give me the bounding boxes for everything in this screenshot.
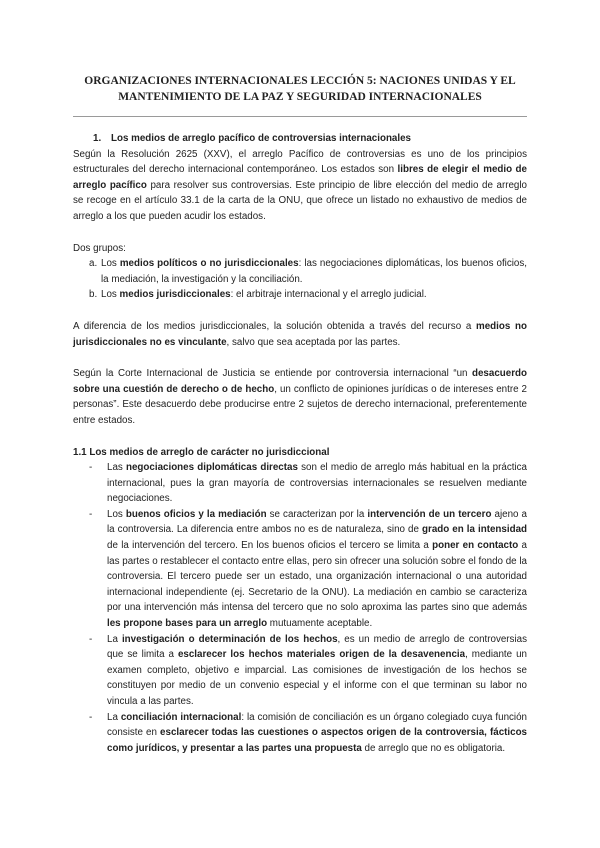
text-run: Las <box>107 462 126 474</box>
text-run: : el arbitraje internacional y el arreglo judicial. <box>230 289 427 301</box>
text-run: , es un medio de arreglo de controversias que se limita a <box>107 633 527 661</box>
text-run: Según la Corte Internacional de Justicia se entiende por controversia internacional “un <box>73 368 472 380</box>
bold-run: esclarecer los hechos materiales origen de la desavenencia <box>177 649 466 661</box>
text-run: de la intervención del tercero. En los buenos oficios el tercero se limita a <box>107 540 433 552</box>
spacer <box>73 350 527 366</box>
list-marker: a. <box>89 258 98 270</box>
group-item-a <box>73 256 527 287</box>
list-marker: b. <box>89 289 98 301</box>
section-1-number: 1. <box>93 133 102 144</box>
list-item-conciliation <box>73 710 527 757</box>
text-run: a las partes o restablecer el contacto entre ellas, pero sin ofrecer una solución sobre el fondo de la controversia. El tercero puede ser un estado, una organización internacional o una autoridad internacional independiente (ej. Secretario de la ONU). La mediación en cambio se caracteriza por una intervención más intensa del tercero que no solo aproxima las partes sino que además <box>107 540 527 614</box>
bold-run: libres de elegir el medio de arreglo pacífico <box>73 164 527 191</box>
text-run: para resolver sus controversias. Este principio de libre elección del medio de arreglo se recoge en el artículo 33.1 de la carta de la ONU, que ofrece un listado no exhaustivo de medios de arreglo a los que pueden acudir los estados. <box>73 179 527 222</box>
bold-run: investigación o determinación de los hechos <box>121 633 338 645</box>
bold-run: medios políticos o no jurisdiccionales <box>119 258 299 270</box>
text-run: Los <box>101 258 120 270</box>
bold-run: poner en contacto <box>432 540 519 552</box>
groups-list <box>73 256 527 303</box>
bold-run: conciliación internacional <box>120 711 242 723</box>
section-1-heading <box>73 131 527 147</box>
title-divider <box>73 116 527 117</box>
text-run: : las negociaciones diplomáticas, los buenos oficios, la mediación, la investigación y la conciliación. <box>101 258 528 285</box>
bold-run: esclarecer todas las cuestiones o aspectos origen de la controversia, fácticos como jurídicos, y presentar a las partes una propuesta <box>107 727 528 754</box>
text-run: , mediante un examen completo, objetivo e imparcial. Las comisiones de investigación de los hechos se constituyen por medio de un convenio especial y el informe con el que terminan su labor no vincula a las partes. <box>107 649 527 707</box>
section-1-paragraph-1 <box>73 147 527 225</box>
text-run: mutuamente aceptable. <box>267 618 373 630</box>
list-item-negotiations <box>73 460 527 507</box>
text-run: , un conflicto de opiniones jurídicas o de intereses entre 2 personas”. Este desacuerdo debe producirse entre 2 sujetos de derecho internacional, preferentemente entre estados. <box>73 383 527 426</box>
text-run: , salvo que sea aceptada por las partes. <box>226 336 401 348</box>
list-item-investigation <box>73 632 527 710</box>
text-run: se caracterizan por la <box>266 508 368 520</box>
text-run: ajeno a la controversia. La diferencia entre ambos no es de naturaleza, sino de <box>107 508 527 536</box>
spacer <box>73 225 527 241</box>
text-run: La <box>107 711 121 723</box>
bold-run: grado en la intensidad <box>422 524 527 536</box>
list-marker: - <box>89 508 93 520</box>
text-run: Los <box>101 289 120 301</box>
section-1-paragraph-2 <box>73 319 527 350</box>
section-1-heading-text: Los medios de arreglo pacífico de controversias internacionales <box>111 133 411 144</box>
text-run: : la comisión de conciliación es un órgano colegiado cuya función consiste en <box>107 711 527 739</box>
bold-run: buenos oficios y la mediación <box>125 508 267 520</box>
document-title <box>73 0 527 105</box>
bold-run: negociaciones diplomáticas directas <box>126 462 298 474</box>
section-1-1-heading: 1.1 Los medios de arreglo de carácter no jurisdiccional <box>73 446 330 458</box>
text-run: La <box>107 633 122 645</box>
text-run: Los <box>107 508 126 520</box>
bold-run: desacuerdo sobre una cuestión de derecho o de hecho <box>73 368 527 395</box>
title-line-2: MANTENIMIENTO DE LA PAZ Y SEGURIDAD INTERNACIONALES <box>118 90 482 103</box>
list-item-good-offices-mediation <box>73 507 527 632</box>
text-run: A diferencia de los medios jurisdiccionales, la solución obtenida a través del recurso a <box>73 320 477 332</box>
bold-run: medios jurisdiccionales <box>119 289 231 301</box>
text-run: son el medio de arreglo más habitual en la práctica internacional, pues la gran mayoría de controversias internacionales se resuelven mediante negociaciones. <box>107 462 527 505</box>
text-run: Según la Resolución 2625 (XXV), el arreglo Pacífico de controversias es uno de los principios estructurales del derecho internacional contemporáneo. Los estados son <box>73 148 527 176</box>
bold-run: les propone bases para un arreglo <box>107 618 268 630</box>
non-jurisdictional-means-list <box>73 460 527 756</box>
bold-run: intervención de un tercero <box>367 508 492 520</box>
group-item-b <box>73 287 527 303</box>
bold-run: medios no jurisdiccionales no es vinculante <box>73 320 527 348</box>
list-marker: - <box>89 711 93 723</box>
text-run: de arreglo que no es obligatoria. <box>361 742 506 754</box>
list-marker: - <box>89 633 93 645</box>
list-marker: - <box>89 462 93 474</box>
groups-intro: Dos grupos: <box>73 242 126 254</box>
spacer <box>73 303 527 319</box>
section-1-paragraph-3 <box>73 366 527 428</box>
title-line-1: ORGANIZACIONES INTERNACIONALES LECCIÓN 5: NACIONES UNIDAS Y EL <box>84 75 516 87</box>
